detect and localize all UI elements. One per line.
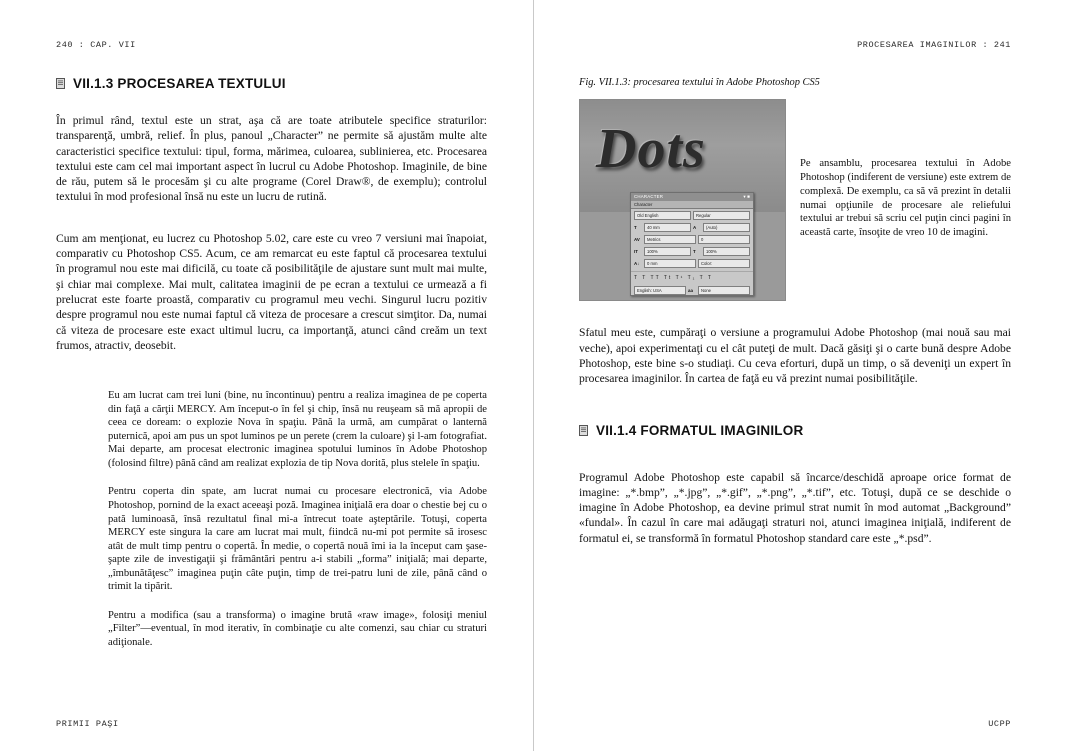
type-style-buttons[interactable]: T T TT Tt T¹ T₁ T T (631, 271, 753, 284)
figure (579, 76, 1011, 301)
paragraph: În primul rând, textul este un strat, aşa că are toate atributele specifice straturilor: transparenţă, umbră, relief. În plus, panoul „Character” ne permite să ajustăm multe alte caracteristici specifice textului: tipul, forma, mărimea, culoarea, sublinierea, etc. Procesarea textului este cam cel mai important aspect în lucrul cu Adobe Photoshop. Imaginile, de bine de rău, putem să le procesăm şi cu alte programe (Corel Draw®, de exemplu); controlul textului în mod profesional însă nu este un lucru de rutină. (56, 114, 487, 204)
character-tab[interactable]: Character (631, 201, 753, 209)
antialias-select[interactable]: None (698, 286, 750, 295)
footer-right: UCPP (988, 719, 1011, 729)
paragraph: Sfatul meu este, cumpăraţi o versiune a programului Adobe Photoshop (mai nouă sau mai veche), apoi experimentaţi cu el cât puteţi de mult. Dacă găsiţi şi o carte bună despre Adobe Photoshop, este bine s-o studiaţi. Cu ceva eforturi, după un timp, o să deveniţi un expert în procesarea imaginilor. În cartea de faţă eu vă prezint numai posibilităţile. (579, 326, 1011, 386)
paragraph: Programul Adobe Photoshop este capabil să încarce/deschidă aproape orice format de imagine: „*.bmp”, „*.jpg”, „*.gif”, „*.png”, „*.tif”, etc. Totuşi, după ce se deschide o imagine în Adobe Photoshop, ea devine primul strat numit în mod automat „Background” «fundal». În cazul în care mai adăugaţi straturi noi, atunci imaginea iniţială, indiferent de formatul ei, se transformă în formatul Photoshop standard care este „*.psd”. (579, 470, 1011, 545)
artwork-word: Dots (596, 118, 706, 181)
paragraph: Pentru coperta din spate, am lucrat numai cu procesare electronică, via Adobe Photoshop, pornind de la exact aceeaşi poză. Imaginea iniţială era doar o chestie bej cu o pată luminoasă, însă rezultatul final mi-a întrecut toate aşteptările. Totuşi, coperta MERCY este singura la care am lucrat mai mult, fiindcă nu-mi pot permite să irosesc atât de mult timp pentru o copertă. În medie, o copertă nouă îmi ia la început cam şase-şapte zile de investigaţii şi frământări pentru a-i stabili „forma” iniţială; mai departe, „îmbunătăţesc” imaginea puţin câte puţin, timp de trei-patru luni de zile, până când o trimit la tipărit. (108, 486, 487, 593)
leading-input[interactable]: (Auto) (703, 223, 750, 232)
font-style-select[interactable]: Regular (693, 211, 750, 220)
character-panel (630, 192, 754, 296)
page-right (533, 0, 1067, 751)
footer-left: PRIMII PAŞI (56, 719, 119, 729)
baseline-shift-input[interactable]: 0 mm (644, 259, 696, 268)
horizontal-scale-input[interactable]: 100% (703, 247, 750, 256)
font-row (631, 209, 753, 221)
tracking-kerning-row (631, 233, 753, 245)
running-head-right: PROCESAREA IMAGINILOR : 241 (857, 40, 1011, 50)
paragraph: Cum am menţionat, eu lucrez cu Photoshop 5.02, care este cu vreo 7 versiuni mai înapoiat, comparativ cu Photoshop CS5. Acum, ce am remarcat eu este faptul că procesarea textului în programul nou este mai dificilă, cu toate că posibilităţile de ajustare sunt mult mai multe, şi chiar mai complexe. Mai mult, calitatea imaginii de pe ecran a textului ce urmează a fi prelucrat este foarte proastă, comparativ cu programul meu vechi. Singurul lucru pozitiv despre programul nou este numai faptul că viteza de procesare a crescut simţitor. Da, numai că viteza de procesare este exact ultimul lucru, ca importanţă, atunci când creăm un text frumos, atractiv, deosebit. (56, 231, 487, 352)
kerning-input[interactable]: 0 (698, 235, 750, 244)
antialias-icon: aa (688, 288, 693, 294)
size-leading-row (631, 221, 753, 233)
section-heading-label: VII.1.3 PROCESAREA TEXTULUI (73, 76, 286, 91)
tracking-input[interactable]: Metrics (644, 235, 696, 244)
figure-caption: Fig. VII.1.3: procesarea textului în Adobe Photoshop CS5 (579, 77, 820, 88)
horizontal-scale-icon: T (693, 248, 696, 254)
font-size-input[interactable]: 40 mm (644, 223, 691, 232)
section-heading-vii-1-3 (56, 76, 487, 91)
paragraph: Pentru a modifica (sau a transforma) o imagine brută «raw image», folosiţi meniul „Filter”—eventual, în mod iterativ, în combinaţie cu alte comenzi, sau chiar cu straturi adiţionale. (108, 609, 487, 648)
book-icon (56, 78, 65, 89)
scale-row (631, 245, 753, 257)
character-panel-titlebar (631, 193, 753, 201)
vertical-scale-icon: IT (634, 248, 638, 254)
paragraph: Eu am lucrat cam trei luni (bine, nu încontinuu) pentru a realiza imaginea de pe coperta din faţă a cărţii MERCY. Am început-o în fel şi chip, însă nu reuşeam să mă apropii de ceea ce doream: o explozie Nova în spaţiu. Până la urmă, am cumpărat o lanternă puternică, apoi am pus un spot luminos pe un perete (crem la culoare) şi l-am fotografiat. Mai departe, am procesat electronic imaginea spotului luminos în Adobe Photoshop (folosind filtre) până când am realizat explozia de tip Nova dorită, plus stelele în spaţiu. (108, 390, 487, 469)
book-icon (579, 425, 588, 436)
running-head-left: 240 : CAP. VII (56, 40, 136, 50)
figure-side-text: Pe ansamblu, procesarea textului în Adobe Photoshop (indiferent de versiune) este extrem de complexă. De exemplu, ca să vă prezint în detalii numai opţiunile de procesare ale reliefului textului ar trebui să scriu cel puţin cinci pagini în această carte, însoţite de vreo 10 de imagini. (800, 158, 1011, 239)
language-aa-row (631, 284, 753, 296)
baseline-shift-icon: A↓ (634, 260, 640, 266)
size-icon: T (634, 224, 637, 230)
panel-controls-icon: ▾ ■ (743, 194, 750, 200)
language-select[interactable]: English: USA (634, 286, 686, 295)
character-panel-title: CHARACTER (634, 194, 664, 200)
font-family-select[interactable]: Old English (634, 211, 691, 220)
section-heading-label: VII.1.4 FORMATUL IMAGINILOR (596, 422, 804, 438)
photoshop-screenshot (579, 99, 786, 301)
section-heading-vii-1-4 (579, 423, 1011, 438)
tracking-icon: AV (634, 236, 640, 242)
indented-block (108, 389, 487, 649)
color-label[interactable]: Color: (698, 259, 750, 268)
baseline-color-row (631, 257, 753, 269)
leading-icon: A (693, 224, 697, 230)
vertical-scale-input[interactable]: 100% (644, 247, 691, 256)
page-left (0, 0, 533, 751)
